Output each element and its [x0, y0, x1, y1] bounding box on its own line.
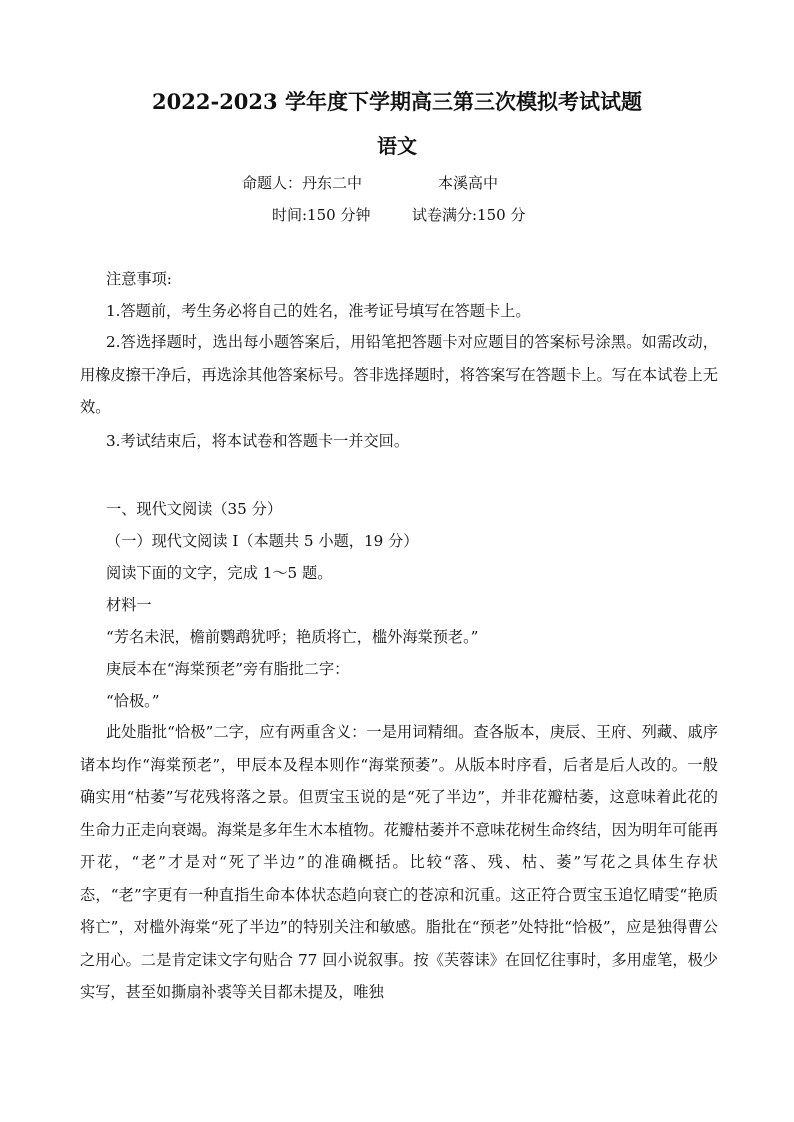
exam-title: 2022-2023 学年度下学期高三第三次模拟考试试题 [152, 89, 642, 114]
quote-2: “恰极。” [106, 692, 160, 710]
exam-time: 时间:150 分钟 [272, 206, 371, 224]
section-heading: 一、现代文阅读（35 分） [106, 500, 283, 518]
notice-heading: 注意事项: [106, 270, 172, 288]
subject-title: 语文 [377, 134, 417, 158]
quote-1: “芳名未泯，檐前鹦鹉犹呼；艳质将亡，槛外海棠预老。” [106, 628, 479, 646]
material-body: 此处脂批“恰极”二字，应有两重含义：一是用词精细。查各版本，庚辰、王府、列藏、戚序诸本均作“海棠预老”，甲辰本及程本则作“海棠预萎”。从版本时序看，后者是后人改的。一般确实用“枯萎”写花残将落之景。但贾宝玉说的是“死了半边”，并非花瓣枯萎，这意味着此花的生命力正走向衰竭。海棠是多年生木本植物。花瓣枯萎并不意味花树生命终结，因为明年可能再开花，“老”才是对“死了半边”的准确概括。比较“落、残、枯、萎”写花之具体生存状态，“老”字更有一种直指生命本体状态趋向衰亡的苍凉和沉重。这正符合贾宝玉追忆晴雯“艳质将亡”，对槛外海棠“死了半边”的特别关注和敏感。脂批在“预老”处特批“恰极”，应是独得曹公之用心。二是肯定诔文字句贴合 77 回小说叙事。按《芙蓉诔》在回忆往事时，多用虚笔，极少实写，甚至如撕扇补裘等关目都未提及，唯独 [80, 723, 718, 1001]
authors-school2: 本溪高中 [438, 174, 499, 192]
notice-item-1: 1.答题前，考生务必将自己的姓名，准考证号填写在答题卡上。 [106, 302, 531, 320]
material-label: 材料一 [106, 596, 152, 614]
notice-item-2: 2.答选择题时，选出每小题答案后，用铅笔把答题卡对应题目的答案标号涂黑。如需改动，用橡皮擦干净后，再选涂其他答案标号。答非选择题时，将答案写在答题卡上。写在本试卷上无效。 [80, 333, 718, 416]
notice-item-3: 3.考试结束后，将本试卷和答题卡一并交回。 [106, 432, 410, 450]
reading-instruction: 阅读下面的文字，完成 1～5 题。 [106, 564, 333, 582]
exam-score: 试卷满分:150 分 [412, 206, 526, 224]
authors-label: 命题人：丹东二中 [242, 174, 363, 192]
sub-section-heading: （一）现代文阅读 I（本题共 5 小题，19 分） [106, 532, 419, 550]
note-line: 庚辰本在“海棠预老”旁有脂批二字： [106, 660, 350, 678]
